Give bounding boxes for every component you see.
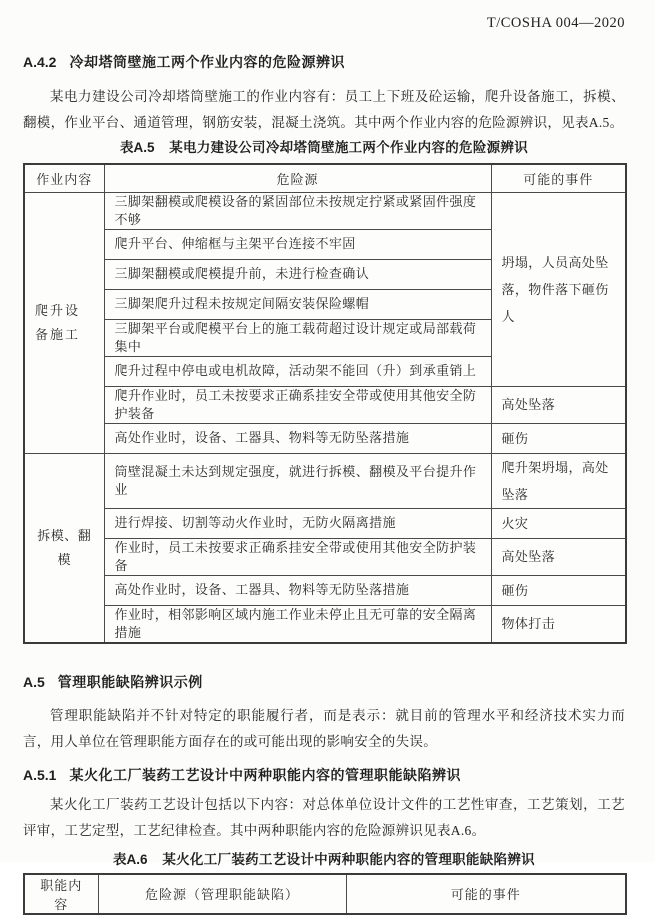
table-row <box>24 538 626 575</box>
hazard-cell: 三脚架翻模或爬模设备的紧固部位未按规定拧紧或紧固件强度不够 <box>104 192 491 229</box>
section-number: A.5.1 <box>23 766 57 783</box>
event-cell: 高处坠落 <box>491 386 626 423</box>
hazard-cell: 进行焊接、切割等动火作业时，无防火隔离措施 <box>104 508 491 538</box>
table-a6-header-event: 可能的事件 <box>346 874 626 914</box>
table-row <box>24 386 626 423</box>
paragraph-a51: 某火化工厂装药工艺设计包括以下内容：对总体单位设计文件的工艺性审查，工艺策划，工艺评审，工艺定型，工艺纪律检查。其中两种职能内容的危险源辨识见表A.6。 <box>23 796 625 838</box>
table-a5-caption-label: 表A.5 <box>119 140 155 155</box>
section-heading-a51 <box>23 766 625 784</box>
section-number: A.5 <box>23 673 45 690</box>
table-row <box>24 192 626 229</box>
table-a6-caption-title: 某火化工厂装药工艺设计中两种职能内容的管理职能缺陷辨识 <box>162 851 535 867</box>
hazard-cell: 爬升作业时，员工未按要求正确系挂安全带或使用其他安全防护装备 <box>104 386 491 423</box>
hazard-cell: 三脚架平台或爬模平台上的施工载荷超过设计规定或局部载荷集中 <box>104 319 491 356</box>
table-row <box>24 605 626 643</box>
hazard-cell: 爬升过程中停电或电机故障，活动架不能回（升）到承重销上 <box>104 356 491 386</box>
hazard-cell: 作业时，员工未按要求正确系挂安全带或使用其他安全防护装备 <box>104 538 491 575</box>
table-row <box>24 575 626 605</box>
hazard-cell: 爬升平台、伸缩框与主架平台连接不牢固 <box>104 229 491 259</box>
section-title: 管理职能缺陷辨识示例 <box>57 673 203 690</box>
paragraph-a5: 管理职能缺陷并不针对特定的职能履行者，而是表示：就目前的管理水平和经济技术实力而言，用人单位在管理职能方面存在的或可能出现的影响安全的失误。 <box>23 707 625 749</box>
hazard-cell: 三脚架翻模或爬模提升前，未进行检查确认 <box>104 259 491 289</box>
hazard-cell: 作业时，相邻影响区域内施工作业未停止且无可靠的安全隔离措施 <box>104 605 491 643</box>
table-a6 <box>23 873 627 915</box>
table-a5-header-event: 可能的事件 <box>491 164 626 192</box>
table-a5-caption <box>23 139 625 157</box>
hazard-cell: 筒壁混凝土未达到规定强度，就进行拆模、翻模及平台提升作业 <box>104 453 491 508</box>
hazard-cell: 高处作业时，设备、工器具、物料等无防坠落措施 <box>104 423 491 453</box>
section-heading-a42 <box>23 53 625 71</box>
table-row <box>24 508 626 538</box>
table-a6-caption-label: 表A.6 <box>113 851 148 867</box>
paragraph-a42: 某电力建设公司冷却塔筒壁施工的作业内容有：员工上下班及砼运输，爬升设备施工，拆模、翻模，作业平台、通道管理，钢筋安装，混凝土浇筑。其中两个作业内容的危险源辨识，见表A.5。 <box>23 89 625 130</box>
event-cell: 高处坠落 <box>491 538 626 575</box>
table-a5 <box>23 163 627 644</box>
table-a6-header-row <box>24 874 626 914</box>
table-row <box>24 453 626 508</box>
table-a6-caption <box>23 851 625 869</box>
table-a5-header-row <box>24 164 626 192</box>
hazard-cell: 高处作业时，设备、工器具、物料等无防坠落措施 <box>104 575 491 605</box>
section-number: A.4.2 <box>23 54 57 70</box>
event-cell: 砸伤 <box>491 575 626 605</box>
group-label-cell: 拆模、翻模 <box>24 453 104 643</box>
section-title: 某火化工厂装药工艺设计中两种职能内容的管理职能缺陷辨识 <box>69 766 461 783</box>
table-a5-header-hazard: 危险源 <box>104 164 491 192</box>
section-heading-a5 <box>23 673 625 691</box>
table-row <box>24 423 626 453</box>
event-cell: 砸伤 <box>491 423 626 453</box>
event-cell: 物体打击 <box>491 605 626 643</box>
event-cell: 爬升架坍塌，高处坠落 <box>491 453 626 508</box>
table-a5-caption-title: 某电力建设公司冷却塔筒壁施工两个作业内容的危险源辨识 <box>169 140 529 155</box>
table-a5-header-job: 作业内容 <box>24 164 104 192</box>
section-title: 冷却塔筒壁施工两个作业内容的危险源辨识 <box>69 54 345 70</box>
document-number: T/COSHA 004—2020 <box>486 15 625 31</box>
table-a6-header-hazard: 危险源（管理职能缺陷） <box>98 874 346 914</box>
hazard-cell: 三脚架爬升过程未按规定间隔安装保险螺帽 <box>104 289 491 319</box>
event-cell-merged: 坍塌，人员高处坠落，物件落下砸伤人 <box>491 192 626 386</box>
event-cell: 火灾 <box>491 508 626 538</box>
table-a6-header-function: 职能内容 <box>24 874 98 914</box>
group-label-cell: 爬升设备施工 <box>24 192 104 453</box>
